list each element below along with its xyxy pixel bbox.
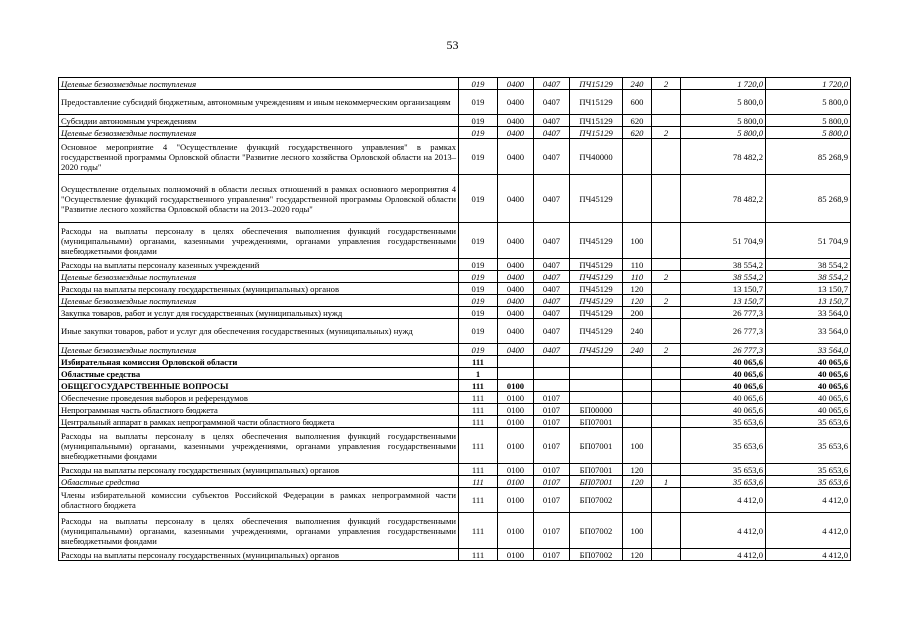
gr-code-cell: 019	[459, 223, 498, 259]
table-row	[59, 307, 851, 319]
subsection-code-cell: 0407	[534, 127, 570, 139]
row-name-cell: Областные средства	[59, 368, 459, 380]
section-code-cell: 0100	[498, 513, 534, 549]
target-article-cell: ПЧ45129	[570, 344, 623, 356]
expense-type-cell	[623, 488, 652, 513]
target-article-cell: ПЧ15129	[570, 90, 623, 115]
subsection-code-cell: 0407	[534, 307, 570, 319]
expense-type-cell: 100	[623, 428, 652, 464]
funding-source-cell	[652, 549, 681, 561]
budget-table	[58, 77, 851, 561]
table-row	[59, 319, 851, 344]
subsection-code-cell: 0107	[534, 428, 570, 464]
funding-source-cell: 1	[652, 476, 681, 488]
section-code-cell: 0100	[498, 380, 534, 392]
funding-source-cell	[652, 175, 681, 223]
amount-year1-cell: 40 065,6	[681, 380, 766, 392]
subsection-code-cell: 0407	[534, 271, 570, 283]
amount-year2-cell: 1 720,0	[766, 78, 851, 90]
amount-year1-cell: 40 065,6	[681, 404, 766, 416]
amount-year1-cell: 35 653,6	[681, 428, 766, 464]
gr-code-cell: 111	[459, 513, 498, 549]
amount-year2-cell: 40 065,6	[766, 368, 851, 380]
subsection-code-cell: 0407	[534, 283, 570, 295]
amount-year1-cell: 26 777,3	[681, 307, 766, 319]
amount-year2-cell: 4 412,0	[766, 513, 851, 549]
section-code-cell: 0400	[498, 175, 534, 223]
expense-type-cell	[623, 392, 652, 404]
section-code-cell: 0100	[498, 428, 534, 464]
target-article-cell: ПЧ15129	[570, 115, 623, 127]
funding-source-cell	[652, 90, 681, 115]
target-article-cell: ПЧ45129	[570, 283, 623, 295]
amount-year1-cell: 26 777,3	[681, 344, 766, 356]
funding-source-cell	[652, 115, 681, 127]
table-row	[59, 549, 851, 561]
target-article-cell: ПЧ45129	[570, 307, 623, 319]
amount-year2-cell: 33 564,0	[766, 307, 851, 319]
expense-type-cell: 620	[623, 127, 652, 139]
section-code-cell	[498, 356, 534, 368]
row-name-cell: Целевые безвозмездные поступления	[59, 344, 459, 356]
row-name-cell: Расходы на выплаты персоналу государственных (муниципальных) органов	[59, 283, 459, 295]
expense-type-cell	[623, 416, 652, 428]
subsection-code-cell: 0407	[534, 344, 570, 356]
row-name-cell: Целевые безвозмездные поступления	[59, 271, 459, 283]
subsection-code-cell: 0107	[534, 392, 570, 404]
gr-code-cell: 019	[459, 295, 498, 307]
target-article-cell	[570, 380, 623, 392]
section-code-cell: 0100	[498, 488, 534, 513]
amount-year1-cell: 38 554,2	[681, 259, 766, 271]
amount-year2-cell: 38 554,2	[766, 259, 851, 271]
funding-source-cell	[652, 404, 681, 416]
table-row	[59, 223, 851, 259]
section-code-cell: 0400	[498, 78, 534, 90]
section-code-cell: 0100	[498, 476, 534, 488]
row-name-cell: Члены избирательной комиссии субъектов Российской Федерации в рамках непрограммной части областного бюджета	[59, 488, 459, 513]
table-body	[59, 78, 851, 561]
row-name-cell: Обеспечение проведения выборов и референдумов	[59, 392, 459, 404]
funding-source-cell	[652, 223, 681, 259]
table-row	[59, 295, 851, 307]
gr-code-cell: 019	[459, 139, 498, 175]
funding-source-cell	[652, 380, 681, 392]
expense-type-cell: 100	[623, 513, 652, 549]
target-article-cell: ПЧ15129	[570, 78, 623, 90]
section-code-cell: 0400	[498, 259, 534, 271]
table-row	[59, 513, 851, 549]
table-row	[59, 78, 851, 90]
expense-type-cell	[623, 175, 652, 223]
amount-year1-cell: 78 482,2	[681, 139, 766, 175]
row-name-cell: Целевые безвозмездные поступления	[59, 127, 459, 139]
section-code-cell: 0100	[498, 416, 534, 428]
gr-code-cell: 111	[459, 476, 498, 488]
subsection-code-cell: 0407	[534, 115, 570, 127]
table-row	[59, 380, 851, 392]
row-name-cell: ОБЩЕГОСУДАРСТВЕННЫЕ ВОПРОСЫ	[59, 380, 459, 392]
section-code-cell: 0100	[498, 464, 534, 476]
section-code-cell: 0400	[498, 90, 534, 115]
amount-year2-cell: 5 800,0	[766, 90, 851, 115]
amount-year2-cell: 40 065,6	[766, 392, 851, 404]
amount-year2-cell: 13 150,7	[766, 295, 851, 307]
gr-code-cell: 019	[459, 175, 498, 223]
table-row	[59, 428, 851, 464]
funding-source-cell	[652, 319, 681, 344]
row-name-cell: Иные закупки товаров, работ и услуг для обеспечения государственных (муниципальных) нужд	[59, 319, 459, 344]
target-article-cell: БП07002	[570, 549, 623, 561]
section-code-cell: 0100	[498, 404, 534, 416]
subsection-code-cell: 0107	[534, 476, 570, 488]
subsection-code-cell: 0407	[534, 295, 570, 307]
table-row	[59, 90, 851, 115]
section-code-cell: 0100	[498, 549, 534, 561]
table-row	[59, 464, 851, 476]
funding-source-cell: 2	[652, 127, 681, 139]
amount-year1-cell: 35 653,6	[681, 464, 766, 476]
gr-code-cell: 019	[459, 115, 498, 127]
gr-code-cell: 019	[459, 283, 498, 295]
funding-source-cell	[652, 488, 681, 513]
amount-year1-cell: 38 554,2	[681, 271, 766, 283]
amount-year1-cell: 40 065,6	[681, 356, 766, 368]
subsection-code-cell: 0407	[534, 90, 570, 115]
amount-year1-cell: 5 800,0	[681, 127, 766, 139]
gr-code-cell: 111	[459, 380, 498, 392]
section-code-cell: 0400	[498, 271, 534, 283]
table-row	[59, 476, 851, 488]
target-article-cell	[570, 356, 623, 368]
amount-year2-cell: 13 150,7	[766, 283, 851, 295]
table-row	[59, 404, 851, 416]
target-article-cell: ПЧ45129	[570, 319, 623, 344]
amount-year1-cell: 4 412,0	[681, 488, 766, 513]
amount-year1-cell: 51 704,9	[681, 223, 766, 259]
funding-source-cell: 2	[652, 295, 681, 307]
funding-source-cell	[652, 368, 681, 380]
amount-year1-cell: 26 777,3	[681, 319, 766, 344]
target-article-cell: БП07001	[570, 476, 623, 488]
gr-code-cell: 019	[459, 307, 498, 319]
expense-type-cell: 120	[623, 295, 652, 307]
amount-year2-cell: 35 653,6	[766, 476, 851, 488]
expense-type-cell: 120	[623, 464, 652, 476]
row-name-cell: Расходы на выплаты персоналу в целях обеспечения выполнения функций государственными (муниципальными) органами, казенными учреждениями, органами управления государственными внебюджетными фондами	[59, 513, 459, 549]
section-code-cell: 0400	[498, 307, 534, 319]
page-number: 53	[446, 38, 459, 52]
target-article-cell: БП07001	[570, 428, 623, 464]
funding-source-cell: 2	[652, 344, 681, 356]
gr-code-cell: 019	[459, 319, 498, 344]
section-code-cell: 0400	[498, 344, 534, 356]
target-article-cell: БП00000	[570, 404, 623, 416]
expense-type-cell: 110	[623, 259, 652, 271]
gr-code-cell: 111	[459, 416, 498, 428]
amount-year2-cell: 85 268,9	[766, 139, 851, 175]
funding-source-cell	[652, 259, 681, 271]
row-name-cell: Непрограммная часть областного бюджета	[59, 404, 459, 416]
table-row	[59, 344, 851, 356]
gr-code-cell: 019	[459, 259, 498, 271]
amount-year2-cell: 51 704,9	[766, 223, 851, 259]
amount-year2-cell: 40 065,6	[766, 380, 851, 392]
section-code-cell: 0100	[498, 392, 534, 404]
funding-source-cell	[652, 428, 681, 464]
section-code-cell	[498, 368, 534, 380]
subsection-code-cell	[534, 380, 570, 392]
table-row	[59, 392, 851, 404]
amount-year1-cell: 35 653,6	[681, 476, 766, 488]
expense-type-cell	[623, 404, 652, 416]
expense-type-cell	[623, 368, 652, 380]
expense-type-cell: 240	[623, 319, 652, 344]
table-row	[59, 356, 851, 368]
gr-code-cell: 111	[459, 392, 498, 404]
row-name-cell: Закупка товаров, работ и услуг для государственных (муниципальных) нужд	[59, 307, 459, 319]
expense-type-cell: 200	[623, 307, 652, 319]
target-article-cell	[570, 368, 623, 380]
funding-source-cell	[652, 392, 681, 404]
amount-year2-cell: 35 653,6	[766, 464, 851, 476]
table-row	[59, 488, 851, 513]
row-name-cell: Расходы на выплаты персоналу казенных учреждений	[59, 259, 459, 271]
gr-code-cell: 019	[459, 127, 498, 139]
table-row	[59, 115, 851, 127]
target-article-cell	[570, 392, 623, 404]
amount-year2-cell: 5 800,0	[766, 115, 851, 127]
subsection-code-cell: 0107	[534, 549, 570, 561]
amount-year1-cell: 35 653,6	[681, 416, 766, 428]
table-row	[59, 271, 851, 283]
row-name-cell: Расходы на выплаты персоналу государственных (муниципальных) органов	[59, 549, 459, 561]
funding-source-cell	[652, 307, 681, 319]
expense-type-cell: 600	[623, 90, 652, 115]
expense-type-cell: 120	[623, 549, 652, 561]
amount-year2-cell: 40 065,6	[766, 404, 851, 416]
row-name-cell: Целевые безвозмездные поступления	[59, 78, 459, 90]
amount-year1-cell: 5 800,0	[681, 115, 766, 127]
funding-source-cell	[652, 513, 681, 549]
table-row	[59, 368, 851, 380]
target-article-cell: БП07001	[570, 416, 623, 428]
gr-code-cell: 111	[459, 488, 498, 513]
amount-year1-cell: 78 482,2	[681, 175, 766, 223]
row-name-cell: Расходы на выплаты персоналу государственных (муниципальных) органов	[59, 464, 459, 476]
amount-year2-cell: 5 800,0	[766, 127, 851, 139]
amount-year2-cell: 38 554,2	[766, 271, 851, 283]
amount-year2-cell: 4 412,0	[766, 549, 851, 561]
gr-code-cell: 111	[459, 356, 498, 368]
subsection-code-cell: 0407	[534, 175, 570, 223]
expense-type-cell: 240	[623, 344, 652, 356]
subsection-code-cell	[534, 356, 570, 368]
subsection-code-cell: 0407	[534, 223, 570, 259]
section-code-cell: 0400	[498, 295, 534, 307]
target-article-cell: ПЧ45129	[570, 175, 623, 223]
expense-type-cell: 120	[623, 283, 652, 295]
table-row	[59, 416, 851, 428]
row-name-cell: Центральный аппарат в рамках непрограммной части областного бюджета	[59, 416, 459, 428]
funding-source-cell	[652, 356, 681, 368]
subsection-code-cell: 0107	[534, 513, 570, 549]
amount-year1-cell: 40 065,6	[681, 368, 766, 380]
subsection-code-cell: 0407	[534, 78, 570, 90]
amount-year1-cell: 13 150,7	[681, 295, 766, 307]
gr-code-cell: 111	[459, 464, 498, 476]
row-name-cell: Основное мероприятие 4 "Осуществление функций государственного управления" в рамках государственной программы Орловской области "Развитие лесного хозяйства Орловской области на 2013–2020 годы"	[59, 139, 459, 175]
table-row	[59, 175, 851, 223]
amount-year2-cell: 35 653,6	[766, 416, 851, 428]
row-name-cell: Расходы на выплаты персоналу в целях обеспечения выполнения функций государственными (муниципальными) органами, казенными учреждениями, органами управления государственными внебюджетными фондами	[59, 428, 459, 464]
amount-year1-cell: 4 412,0	[681, 549, 766, 561]
table-row	[59, 139, 851, 175]
expense-type-cell	[623, 356, 652, 368]
subsection-code-cell: 0407	[534, 319, 570, 344]
subsection-code-cell: 0107	[534, 488, 570, 513]
subsection-code-cell: 0107	[534, 404, 570, 416]
amount-year2-cell: 40 065,6	[766, 356, 851, 368]
section-code-cell: 0400	[498, 139, 534, 175]
expense-type-cell	[623, 380, 652, 392]
row-name-cell: Областные средства	[59, 476, 459, 488]
amount-year2-cell: 33 564,0	[766, 319, 851, 344]
expense-type-cell: 240	[623, 78, 652, 90]
gr-code-cell: 019	[459, 78, 498, 90]
subsection-code-cell	[534, 368, 570, 380]
amount-year2-cell: 85 268,9	[766, 175, 851, 223]
expense-type-cell: 110	[623, 271, 652, 283]
target-article-cell: ПЧ40000	[570, 139, 623, 175]
row-name-cell: Субсидии автономным учреждениям	[59, 115, 459, 127]
amount-year2-cell: 33 564,0	[766, 344, 851, 356]
target-article-cell: БП07002	[570, 488, 623, 513]
row-name-cell: Избирательная комиссия Орловской области	[59, 356, 459, 368]
row-name-cell: Предоставление субсидий бюджетным, автономным учреждениям и иным некоммерческим организациям	[59, 90, 459, 115]
funding-source-cell: 2	[652, 271, 681, 283]
gr-code-cell: 111	[459, 549, 498, 561]
target-article-cell: БП07002	[570, 513, 623, 549]
row-name-cell: Целевые безвозмездные поступления	[59, 295, 459, 307]
gr-code-cell: 111	[459, 428, 498, 464]
subsection-code-cell: 0107	[534, 416, 570, 428]
target-article-cell: ПЧ45129	[570, 271, 623, 283]
gr-code-cell: 111	[459, 404, 498, 416]
section-code-cell: 0400	[498, 127, 534, 139]
expense-type-cell: 120	[623, 476, 652, 488]
table-row	[59, 259, 851, 271]
target-article-cell: ПЧ45129	[570, 223, 623, 259]
section-code-cell: 0400	[498, 283, 534, 295]
amount-year1-cell: 40 065,6	[681, 392, 766, 404]
funding-source-cell: 2	[652, 78, 681, 90]
gr-code-cell: 019	[459, 344, 498, 356]
amount-year1-cell: 1 720,0	[681, 78, 766, 90]
amount-year2-cell: 35 653,6	[766, 428, 851, 464]
section-code-cell: 0400	[498, 223, 534, 259]
amount-year1-cell: 4 412,0	[681, 513, 766, 549]
funding-source-cell	[652, 416, 681, 428]
amount-year1-cell: 5 800,0	[681, 90, 766, 115]
gr-code-cell: 1	[459, 368, 498, 380]
gr-code-cell: 019	[459, 90, 498, 115]
subsection-code-cell: 0407	[534, 259, 570, 271]
amount-year1-cell: 13 150,7	[681, 283, 766, 295]
row-name-cell: Осуществление отдельных полномочий в области лесных отношений в рамках основного мероприятия 4 "Осуществление функций государственного управления" государственной программы Орловской области "Развитие лесного хозяйства Орловской области на 2013–2020 годы"	[59, 175, 459, 223]
target-article-cell: ПЧ45129	[570, 259, 623, 271]
expense-type-cell: 100	[623, 223, 652, 259]
amount-year2-cell: 4 412,0	[766, 488, 851, 513]
subsection-code-cell: 0107	[534, 464, 570, 476]
funding-source-cell	[652, 139, 681, 175]
section-code-cell: 0400	[498, 319, 534, 344]
gr-code-cell: 019	[459, 271, 498, 283]
row-name-cell: Расходы на выплаты персоналу в целях обеспечения выполнения функций государственными (муниципальными) органами, казенными учреждениями, органами управления государственными внебюджетными фондами	[59, 223, 459, 259]
table-row	[59, 283, 851, 295]
funding-source-cell	[652, 283, 681, 295]
expense-type-cell: 620	[623, 115, 652, 127]
subsection-code-cell: 0407	[534, 139, 570, 175]
target-article-cell: ПЧ15129	[570, 127, 623, 139]
section-code-cell: 0400	[498, 115, 534, 127]
table-row	[59, 127, 851, 139]
target-article-cell: БП07001	[570, 464, 623, 476]
target-article-cell: ПЧ45129	[570, 295, 623, 307]
funding-source-cell	[652, 464, 681, 476]
expense-type-cell	[623, 139, 652, 175]
